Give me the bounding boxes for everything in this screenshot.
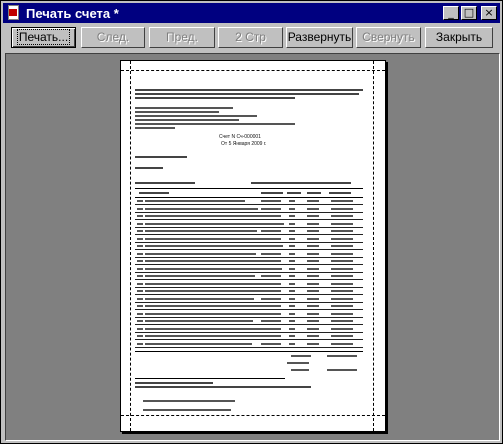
table-row xyxy=(145,298,254,300)
table-row xyxy=(145,320,253,322)
table-row xyxy=(145,343,252,345)
table-row xyxy=(331,298,353,300)
table-grid xyxy=(135,339,363,340)
table-row xyxy=(145,238,270,240)
table-grid xyxy=(135,294,363,295)
table-grid xyxy=(135,317,363,318)
window-title: Печать счета * xyxy=(26,5,119,21)
close-button[interactable]: Закрыть xyxy=(425,27,493,48)
table-row xyxy=(307,268,319,270)
grand-total-label xyxy=(291,369,309,371)
table-row-number xyxy=(137,335,143,337)
table-row-number xyxy=(137,215,143,217)
table-row xyxy=(331,305,353,307)
table-row xyxy=(289,200,295,202)
table-row xyxy=(261,253,281,255)
table-row xyxy=(289,245,295,247)
table-row-number xyxy=(137,290,143,292)
table-row-number xyxy=(137,245,143,247)
document-icon xyxy=(6,5,22,21)
table-row xyxy=(261,328,281,330)
signature-line xyxy=(143,409,231,411)
table-row xyxy=(331,245,353,247)
table-grid xyxy=(135,347,363,348)
table-grid xyxy=(135,302,363,303)
table-row xyxy=(331,230,353,232)
table-row xyxy=(331,335,353,337)
table-row xyxy=(307,343,319,345)
table-row xyxy=(331,283,353,285)
table-row xyxy=(261,238,281,240)
table-row xyxy=(261,335,281,337)
table-header xyxy=(139,192,169,194)
table-row xyxy=(289,208,295,210)
vat-label xyxy=(287,362,309,364)
table-row-number xyxy=(137,268,143,270)
total-label xyxy=(291,355,311,357)
table-row xyxy=(289,230,295,232)
payer-line xyxy=(135,167,163,169)
total-value xyxy=(327,355,357,357)
table-row xyxy=(289,260,295,262)
table-row xyxy=(145,328,266,330)
table-row xyxy=(145,305,267,307)
text-line xyxy=(135,127,175,129)
text-line xyxy=(135,93,359,95)
summary-line xyxy=(135,386,311,388)
table-row-number xyxy=(137,253,143,255)
table-row xyxy=(307,208,319,210)
table-row xyxy=(289,328,295,330)
table-row xyxy=(289,238,295,240)
table-row xyxy=(331,260,353,262)
expand-button[interactable]: Развернуть xyxy=(286,27,353,48)
table-row-number xyxy=(137,223,143,225)
table-row xyxy=(331,328,353,330)
table-row xyxy=(261,275,281,277)
table-grid xyxy=(135,309,363,310)
table-row xyxy=(145,208,258,210)
margin-guide-top xyxy=(121,70,385,71)
table-row-number xyxy=(137,230,143,232)
two-pages-button[interactable]: 2 Стр xyxy=(218,27,283,48)
table-grid xyxy=(135,324,363,325)
table-row xyxy=(145,215,271,217)
table-row-number xyxy=(137,320,143,322)
table-row xyxy=(331,215,353,217)
summary-line xyxy=(135,382,213,384)
text-line xyxy=(135,89,363,91)
table-header xyxy=(261,192,283,194)
table-grid xyxy=(135,332,363,333)
table-grid xyxy=(135,242,363,243)
table-row xyxy=(307,215,319,217)
next-page-button[interactable]: След. xyxy=(81,27,145,48)
table-row xyxy=(261,223,281,225)
maximize-button[interactable]: □ xyxy=(461,6,477,20)
table-row xyxy=(289,283,295,285)
text-line xyxy=(135,111,219,113)
table-row xyxy=(261,260,281,262)
table-row-number xyxy=(137,328,143,330)
table-row xyxy=(331,343,353,345)
table-row xyxy=(331,208,353,210)
table-row xyxy=(331,290,353,292)
table-row-number xyxy=(137,283,143,285)
table-row xyxy=(145,283,268,285)
toolbar xyxy=(5,26,500,50)
text-line xyxy=(135,115,257,117)
table-row xyxy=(145,313,280,315)
print-preview-area[interactable] xyxy=(5,53,500,441)
table-row xyxy=(307,230,319,232)
text-line xyxy=(135,97,295,99)
table-row xyxy=(307,253,319,255)
table-row xyxy=(289,320,295,322)
table-row xyxy=(289,343,295,345)
table-grid xyxy=(135,204,363,205)
text-line xyxy=(135,107,233,109)
table-border xyxy=(135,188,363,189)
minimize-button[interactable]: _ xyxy=(443,6,459,20)
print-button[interactable] xyxy=(11,27,76,48)
table-row-number xyxy=(137,305,143,307)
table-row xyxy=(289,215,295,217)
table-grid xyxy=(135,264,363,265)
collapse-button[interactable]: Свернуть xyxy=(356,27,421,48)
table-row xyxy=(331,275,353,277)
table-header xyxy=(307,192,321,194)
table-grid xyxy=(135,227,363,228)
table-row xyxy=(307,275,319,277)
table-row xyxy=(289,313,295,315)
table-row xyxy=(307,238,319,240)
table-row-number xyxy=(137,343,143,345)
separator xyxy=(135,378,285,379)
table-row-number xyxy=(137,238,143,240)
preview-page xyxy=(120,60,386,432)
print-button-label: Печать... xyxy=(18,30,69,44)
table-row xyxy=(261,320,281,322)
invoice-date: От 5 Января 2009 г. xyxy=(221,141,267,147)
table-row-number xyxy=(137,275,143,277)
table-grid xyxy=(135,257,363,258)
table-row-number xyxy=(137,200,143,202)
basis-line xyxy=(251,182,351,184)
table-grid xyxy=(135,287,363,288)
table-row xyxy=(307,283,319,285)
table-row xyxy=(307,260,319,262)
text-line xyxy=(135,119,239,121)
table-row xyxy=(331,238,353,240)
table-row xyxy=(331,268,353,270)
table-row xyxy=(261,343,281,345)
table-row xyxy=(307,200,319,202)
text-line xyxy=(135,123,295,125)
table-row xyxy=(331,200,353,202)
table-row xyxy=(307,328,319,330)
table-row xyxy=(145,253,256,255)
table-row xyxy=(289,335,295,337)
table-grid xyxy=(135,272,363,273)
margin-guide-right xyxy=(373,61,374,431)
table-row-number xyxy=(137,260,143,262)
table-row xyxy=(145,230,257,232)
table-row xyxy=(289,223,295,225)
table-row xyxy=(307,223,319,225)
table-row xyxy=(331,313,353,315)
table-row xyxy=(331,223,353,225)
table-header xyxy=(329,192,351,194)
table-row xyxy=(261,305,281,307)
title-bar[interactable] xyxy=(3,3,500,23)
table-row xyxy=(261,230,281,232)
table-row xyxy=(289,275,295,277)
margin-guide-bottom xyxy=(121,415,385,416)
table-row xyxy=(307,305,319,307)
table-border xyxy=(135,197,363,198)
signature-line xyxy=(143,400,235,402)
table-row xyxy=(307,335,319,337)
table-header xyxy=(287,192,301,194)
table-row xyxy=(261,208,281,210)
table-row xyxy=(261,298,281,300)
table-row xyxy=(261,283,281,285)
table-grid xyxy=(135,234,363,235)
table-row xyxy=(331,253,353,255)
table-row-number xyxy=(137,313,143,315)
table-row xyxy=(289,305,295,307)
table-grid xyxy=(135,219,363,220)
table-row xyxy=(145,200,245,202)
table-row xyxy=(307,313,319,315)
table-row xyxy=(145,335,279,337)
table-row xyxy=(261,200,281,202)
margin-guide-left xyxy=(130,61,131,431)
table-row xyxy=(331,320,353,322)
table-row xyxy=(307,320,319,322)
close-window-button[interactable]: × xyxy=(481,6,497,20)
table-row xyxy=(261,245,281,247)
table-grid xyxy=(135,212,363,213)
table-row-number xyxy=(137,208,143,210)
table-row xyxy=(261,313,281,315)
grand-total-value xyxy=(327,369,357,371)
invoice-heading: Счет N Сч-000001 xyxy=(219,134,261,140)
table-row xyxy=(261,268,281,270)
table-row xyxy=(289,298,295,300)
table-row xyxy=(145,260,269,262)
table-row xyxy=(307,290,319,292)
table-row xyxy=(289,290,295,292)
table-row xyxy=(145,275,255,277)
basis-line xyxy=(135,182,195,184)
payer-line xyxy=(135,156,187,158)
table-border xyxy=(135,351,363,352)
table-row xyxy=(261,290,281,292)
table-row xyxy=(307,298,319,300)
table-row xyxy=(307,245,319,247)
table-row xyxy=(289,253,295,255)
table-row-number xyxy=(137,298,143,300)
table-grid xyxy=(135,279,363,280)
table-grid xyxy=(135,249,363,250)
prev-page-button[interactable]: Пред. xyxy=(149,27,215,48)
table-row xyxy=(261,215,281,217)
table-row xyxy=(289,268,295,270)
